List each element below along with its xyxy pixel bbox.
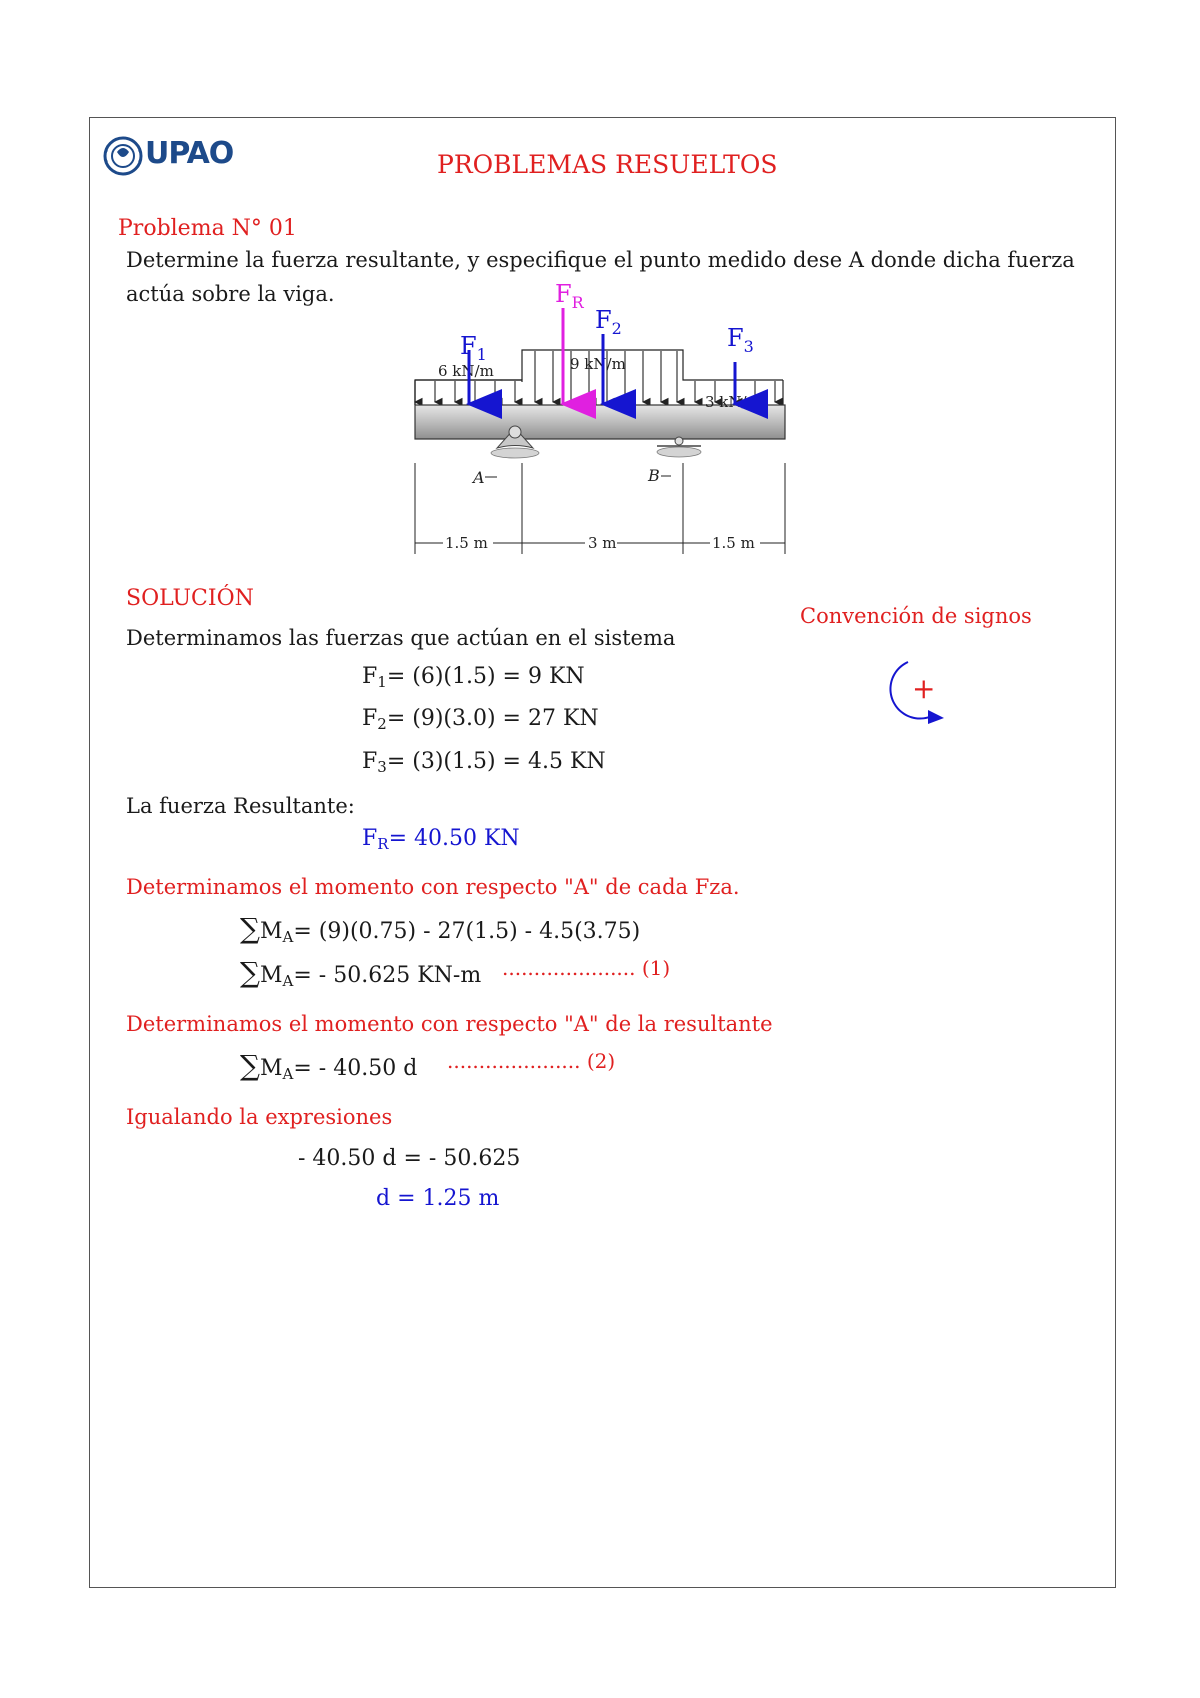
reference-1: ..................... (1): [502, 956, 671, 980]
fr-label: $F_R$: [555, 280, 584, 312]
load3-label-visible: 3 kN/m: [705, 393, 761, 411]
problem-statement-line1: Determine la fuerza resultante, y especifique el punto medido dese A donde dicha fuerza: [126, 248, 1075, 272]
load2-label: 9 kN/m: [570, 355, 626, 373]
support-a-label: A: [473, 468, 485, 487]
moment-resultant-heading: Determinamos el momento con respecto "A" de la resultante: [126, 1012, 773, 1036]
sign-convention-label: Convención de signos: [800, 604, 1032, 628]
f3-equation: $F_3= (3)(1.5) = 4.5$ KN: [362, 749, 606, 776]
fr-equation: $F_R= 40.50$ KN: [362, 826, 520, 853]
page-title: PROBLEMAS RESUELTOS: [437, 150, 778, 179]
support-b-label: B: [648, 466, 660, 485]
equate-heading: Igualando la expresiones: [126, 1105, 393, 1129]
upao-seal-icon: [101, 132, 145, 180]
solution-intro: Determinamos las fuerzas que actúan en el sistema: [126, 626, 676, 650]
dim2-label: 3 m: [588, 534, 617, 552]
equate-equation: - 40.50 d = - 50.625: [298, 1146, 521, 1171]
problem-statement-line2: actúa sobre la viga.: [126, 282, 335, 306]
f2-label: $F_2$: [595, 306, 622, 338]
ma-equation-3: $\sum M_A= - 40.50$ d: [240, 1049, 418, 1083]
dim1-label: 1.5 m: [445, 534, 488, 552]
result-equation: d = 1.25 m: [376, 1186, 500, 1211]
f3-label: $F_3$: [727, 324, 754, 356]
ma-equation-2: $\sum M_A= - 50.625$ KN-m: [240, 956, 482, 990]
upao-logo: [101, 130, 234, 185]
load1-label: 6 kN/m: [438, 362, 494, 380]
dim3-label: 1.5 m: [712, 534, 755, 552]
reference-2: ..................... (2): [447, 1049, 616, 1073]
solution-heading: SOLUCIÓN: [126, 586, 254, 611]
f1-label: $F_1$: [460, 332, 487, 364]
ma-equation-1: $\sum M_A= (9)(0.75) - 27(1.5) - 4.5(3.75)$: [240, 912, 641, 946]
resultant-label: La fuerza Resultante:: [126, 794, 355, 818]
sign-plus: +: [912, 672, 936, 705]
f2-equation: $F_2= (9)(3.0) = 27$ KN: [362, 706, 599, 733]
moment-heading: Determinamos el momento con respecto "A" de cada Fza.: [126, 875, 740, 899]
support-b: [657, 437, 701, 457]
beam-diagram: [405, 278, 825, 558]
f1-equation: $F_1= (6)(1.5) = 9$ KN: [362, 664, 585, 691]
logo-text: UPAO: [145, 136, 234, 171]
problem-label: Problema N° 01: [118, 216, 297, 241]
